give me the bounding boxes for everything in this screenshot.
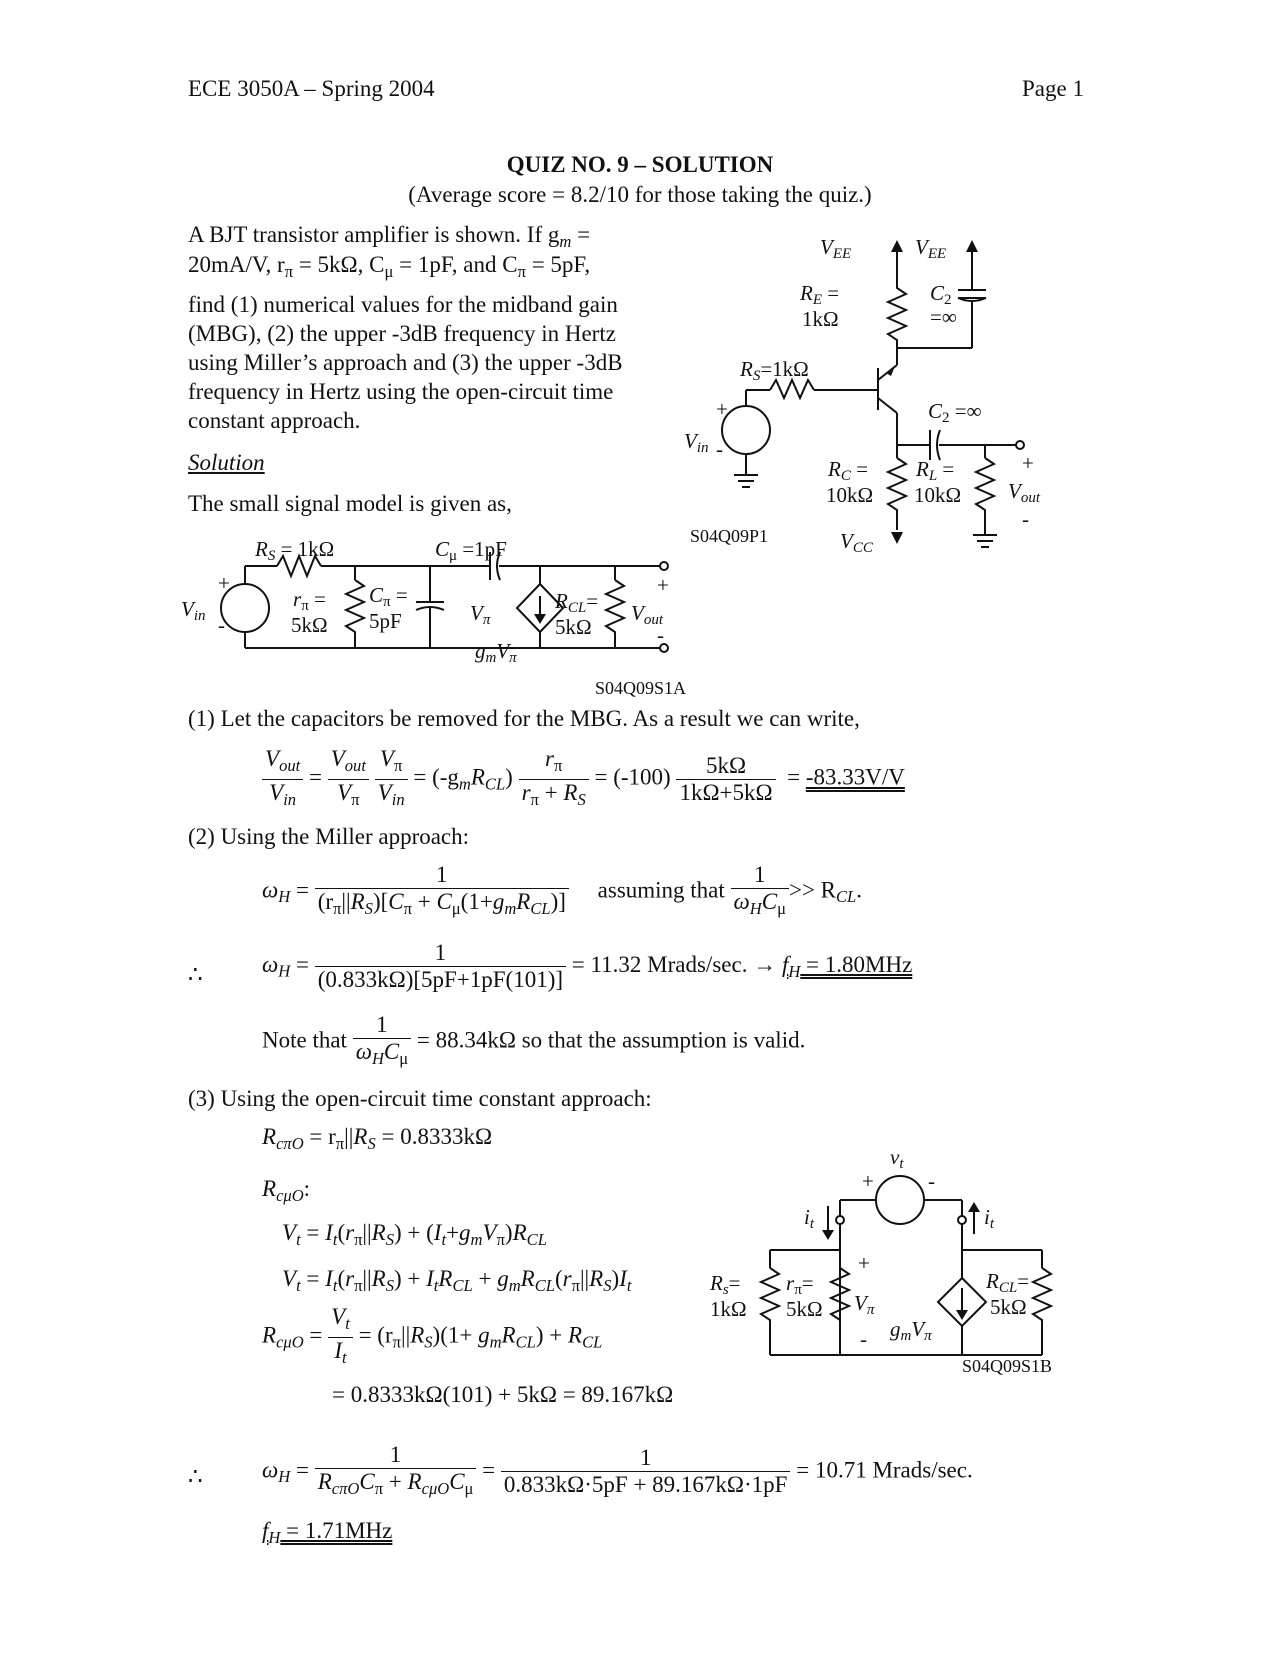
- rcmuo-heading: $R_{c\mu O}$:: [262, 1176, 311, 1205]
- vee-left-label: VEE: [820, 235, 852, 262]
- c2-top-value: =∞: [930, 305, 957, 329]
- vee-right-label: VEE: [915, 235, 947, 262]
- miller-numeric: $\omega_H$ = $\frac{1}{(0.833k\Omega)[5pF+1pF(101)]}$ = 11.32 Mrads/sec. → $f_H = 1.80MHz$: [262, 940, 913, 992]
- part1-text: (1) Let the capacitors be removed for the MBG. As a result we can write,: [188, 706, 860, 731]
- miller-equation: $\omega_H$ = $\frac{1}{(r_\pi||R_S)[C_\pi + C_\mu(1+g_mR_{CL})]}$ assuming that $\frac{1}{\omega_HC_\mu}$ >> $R_{CL}$.: [262, 862, 863, 918]
- rpi-value: 5kΩ: [291, 613, 328, 637]
- problem-line-5: using Miller’s approach and (3) the upper -3dB: [188, 350, 623, 375]
- therefore-2: ∴: [188, 1464, 203, 1489]
- figure-label-s1b: S04Q09S1B: [962, 1356, 1053, 1376]
- course-header: ECE 3050A – Spring 2004: [188, 76, 435, 101]
- gm-label: gmVπ: [475, 639, 517, 666]
- test-circuit-schematic: [700, 1140, 1100, 1376]
- problem-line-7: constant approach.: [188, 408, 361, 433]
- c2-top-label: C2: [930, 281, 952, 308]
- vout-model-plus: +: [657, 573, 669, 597]
- vpi-test-plus: +: [858, 1251, 870, 1275]
- quiz-subtitle: (Average score = 8.2/10 for those taking the quiz.): [408, 182, 872, 207]
- problem-line-6: frequency in Hertz using the open-circuit time: [188, 379, 614, 404]
- rs-test-label: Rs=: [710, 1271, 741, 1298]
- quiz-title: QUIZ NO. 9 – SOLUTION: [506, 152, 774, 177]
- assumption-note: Note that $\frac{1}{\omega_HC_\mu}$ = 88.34kΩ so that the assumption is valid.: [262, 1012, 806, 1068]
- re-value: 1kΩ: [802, 307, 839, 331]
- rl-value: 10kΩ: [914, 483, 962, 507]
- rpi-label: rπ =: [293, 587, 326, 614]
- vt-plus: +: [862, 1169, 874, 1193]
- c2-out-label: C2 =∞: [928, 399, 982, 426]
- vout-model-label: Vout: [631, 601, 663, 628]
- rc-value: 10kΩ: [826, 483, 874, 507]
- rs-test-value: 1kΩ: [710, 1297, 747, 1321]
- rl-label: RL =: [916, 457, 955, 484]
- vpi-label: Vπ: [470, 601, 491, 628]
- vt-label: vt: [890, 1145, 904, 1172]
- rs-model-label: RS = 1kΩ: [255, 537, 335, 564]
- page-number: Page 1: [1022, 76, 1084, 101]
- mbg-result: -83.33V/V: [805, 764, 905, 790]
- vout-plus: +: [1022, 451, 1034, 475]
- rcmuo-calc: = 0.8333kΩ(101) + 5kΩ = 89.167kΩ: [332, 1382, 674, 1407]
- part2-text: (2) Using the Miller approach:: [188, 824, 470, 849]
- fh-miller: $f_H = 1.80MHz$: [781, 951, 913, 981]
- rcl-value: 5kΩ: [555, 615, 592, 639]
- vin-minus: -: [716, 437, 723, 461]
- rpi-test-value: 5kΩ: [786, 1297, 823, 1321]
- fh-octc: $f_H = 1.71MHz$: [262, 1518, 393, 1547]
- figure-label-s1a: S04Q09S1A: [595, 678, 687, 698]
- vin-model-plus: +: [218, 571, 230, 595]
- it-right-label: it: [984, 1205, 995, 1232]
- problem-line-4: (MBG), (2) the upper -3dB frequency in Hertz: [188, 321, 616, 346]
- re-label: RE =: [800, 281, 840, 308]
- rs-label: RS=1kΩ: [740, 357, 809, 384]
- cpi-value: 5pF: [369, 609, 402, 633]
- problem-line-1: A BJT transistor amplifier is shown. If $g_m$ =: [188, 222, 591, 251]
- part3-text: (3) Using the open-circuit time constant approach:: [188, 1086, 652, 1111]
- rcl-test-value: 5kΩ: [990, 1295, 1027, 1319]
- therefore-1: ∴: [188, 962, 203, 987]
- vout-minus: -: [1022, 507, 1029, 531]
- amplifier-schematic: [684, 230, 1090, 590]
- vin-model-minus: -: [218, 613, 225, 637]
- vt-equation-1: $V_t = I_t(r_\pi||R_S) + (I_t+g_mV_\pi)R_{CL}$: [282, 1220, 547, 1249]
- cpi-label: Cπ =: [369, 583, 408, 610]
- rcl-test-label: RCL=: [986, 1269, 1030, 1296]
- small-signal-intro: The small signal model is given as,: [188, 491, 512, 516]
- vt-minus: -: [928, 1169, 935, 1193]
- vin-model-label: Vin: [181, 597, 206, 624]
- vt-equation-2: $V_t = I_t(r_\pi||R_S) + I_tR_{CL} + g_mR_{CL}(r_\pi||R_S)I_t$: [282, 1266, 632, 1295]
- vout-label: Vout: [1008, 479, 1040, 506]
- rcl-label: RCL=: [555, 589, 599, 616]
- vcc-label: VCC: [840, 529, 873, 556]
- vpi-test-minus: -: [860, 1327, 867, 1351]
- cmu-label: Cμ =1pF: [435, 537, 507, 564]
- small-signal-schematic: [181, 528, 705, 698]
- problem-line-2: 20mA/V, $r_\pi = 5k\Omega$, $C_\mu = 1pF$, and $C_\pi = 5pF$,: [188, 252, 591, 281]
- rpi-test-label: rπ=: [786, 1271, 814, 1298]
- rcmuo-equation: $R_{c\mu O}$ = $\frac{V_t}{I_t}$ = $(r_\pi||R_S)(1+ g_mR_{CL}) + R_{CL}$: [262, 1304, 603, 1367]
- rcpio-equation: $R_{c\pi O} = r_\pi||R_S = 0.8333k\Omega$: [262, 1124, 493, 1153]
- vout-model-minus: -: [657, 623, 664, 647]
- vin-plus: +: [716, 397, 728, 421]
- mbg-equation: $\frac{V_{out}}{V_{in}}$ = $\frac{V_{out}}{V_\pi}$ $\frac{V_\pi}{V_{in}}$ = $(-g_mR_{CL})$ $\frac{r_\pi}{r_\pi + R_S}$ = (-100) $\frac{5k\Omega}{1k\Omega+5k\Omega}$ = -83.33V/V: [262, 746, 905, 813]
- figure-label-p1: S04Q09P1: [690, 526, 769, 546]
- solution-label: Solution: [188, 450, 265, 475]
- problem-line-3: find (1) numerical values for the midband gain: [188, 292, 618, 317]
- vpi-test-label: Vπ: [854, 1291, 875, 1318]
- gm-test-label: gmVπ: [890, 1317, 932, 1344]
- vin-label: Vin: [684, 429, 709, 456]
- it-left-label: it: [804, 1205, 815, 1232]
- octc-equation: $\omega_H$ = $\frac{1}{R_{c\pi O}C_\pi + R_{c\mu O}C_\mu}$ = $\frac{1}{0.833k\Omega\cdot 5pF + 89.167k\Omega\cdot 1pF}$ = 10.71 Mrads/sec.: [262, 1442, 973, 1498]
- rc-label: RC =: [828, 457, 868, 484]
